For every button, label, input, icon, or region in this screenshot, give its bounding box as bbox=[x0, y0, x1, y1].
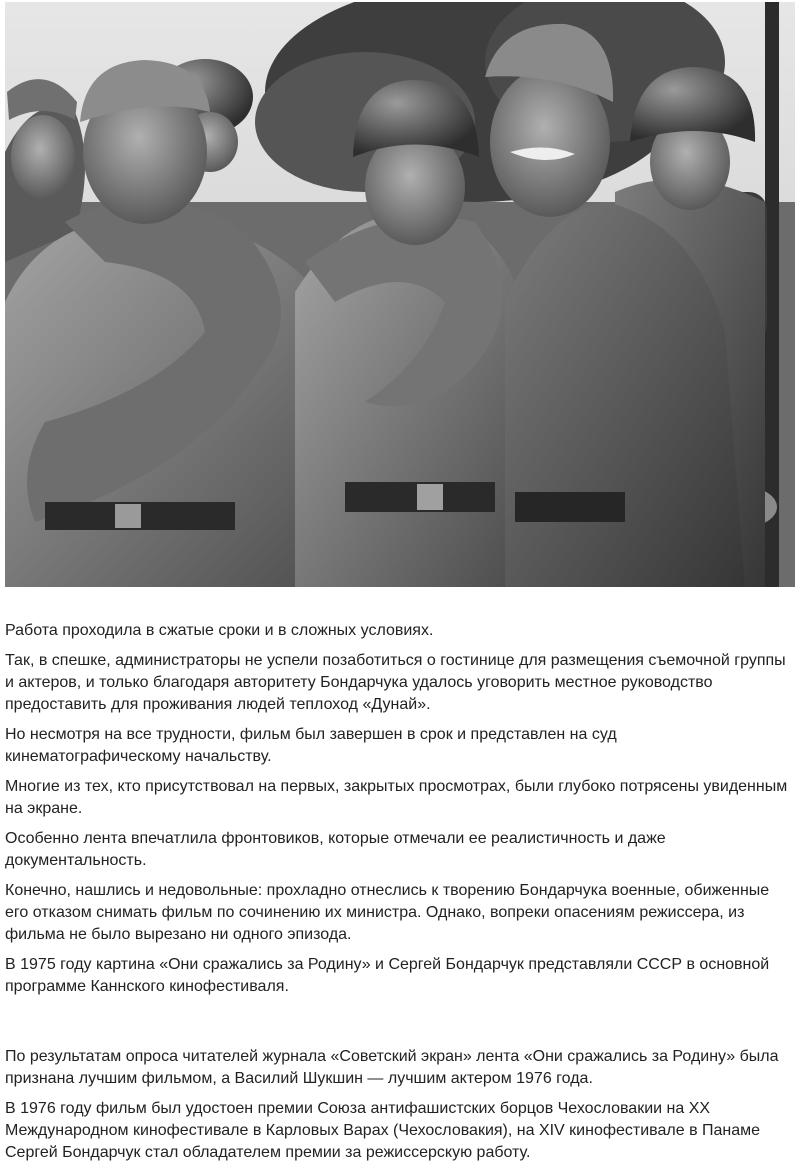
paragraph-cannes: В 1975 году картина «Они сражались за Родину» и Сергей Бондарчук представляли СССР в основной программе Каннского кинофестиваля. bbox=[5, 956, 770, 995]
paragraph-screenings: Многие из тех, кто присутствовал на первых, закрытых просмотрах, были глубоко потрясены увиденным на экране. bbox=[5, 778, 788, 817]
paragraph-veterans: Особенно лента впечатлила фронтовиков, которые отмечали ее реалистичность и даже документальность. bbox=[5, 830, 666, 869]
paragraph-awards: В 1976 году фильм был удостоен премии Союза антифашистских борцов Чехословакии на XX Международном кинофестивале в Карловых Варах (Чехословакия), на XIV кинофестивале в Панаме Сергей Бондарчук стал обладателем премии за режиссерскую работу. bbox=[5, 1100, 761, 1161]
paragraph-spacer bbox=[5, 1006, 794, 1046]
paragraph-hotel: Так, в спешке, администраторы не успели позаботиться о гостинице для размещения съемочной группы и актеров, и только благодаря авторитету Бондарчука удалось уговорить местное руководство предоставить для проживания людей теплоход «Дунай». bbox=[5, 652, 786, 713]
paragraph-dissatisfied: Конечно, нашлись и недовольные: прохладно отнеслись к творению Бондарчука военные, обиженные его отказом снимать фильм по сочинению их министра. Однако, вопреки опасениям режиссера, из фильма не было вырезано ни одного эпизода. bbox=[5, 882, 770, 943]
article-body bbox=[5, 620, 794, 1172]
paragraph-work-conditions: Работа проходила в сжатые сроки и в сложных условиях. bbox=[5, 622, 434, 639]
war-film-still-photo-icon bbox=[5, 2, 795, 587]
paragraph-poll: По результатам опроса читателей журнала «Советский экран» лента «Они сражались за Родину» была признана лучшим фильмом, а Василий Шукшин — лучшим актером 1976 года. bbox=[5, 1048, 779, 1087]
paragraph-completion: Но несмотря на все трудности, фильм был завершен в срок и представлен на суд кинематографическому начальству. bbox=[5, 726, 617, 765]
film-still-photo bbox=[5, 2, 795, 587]
